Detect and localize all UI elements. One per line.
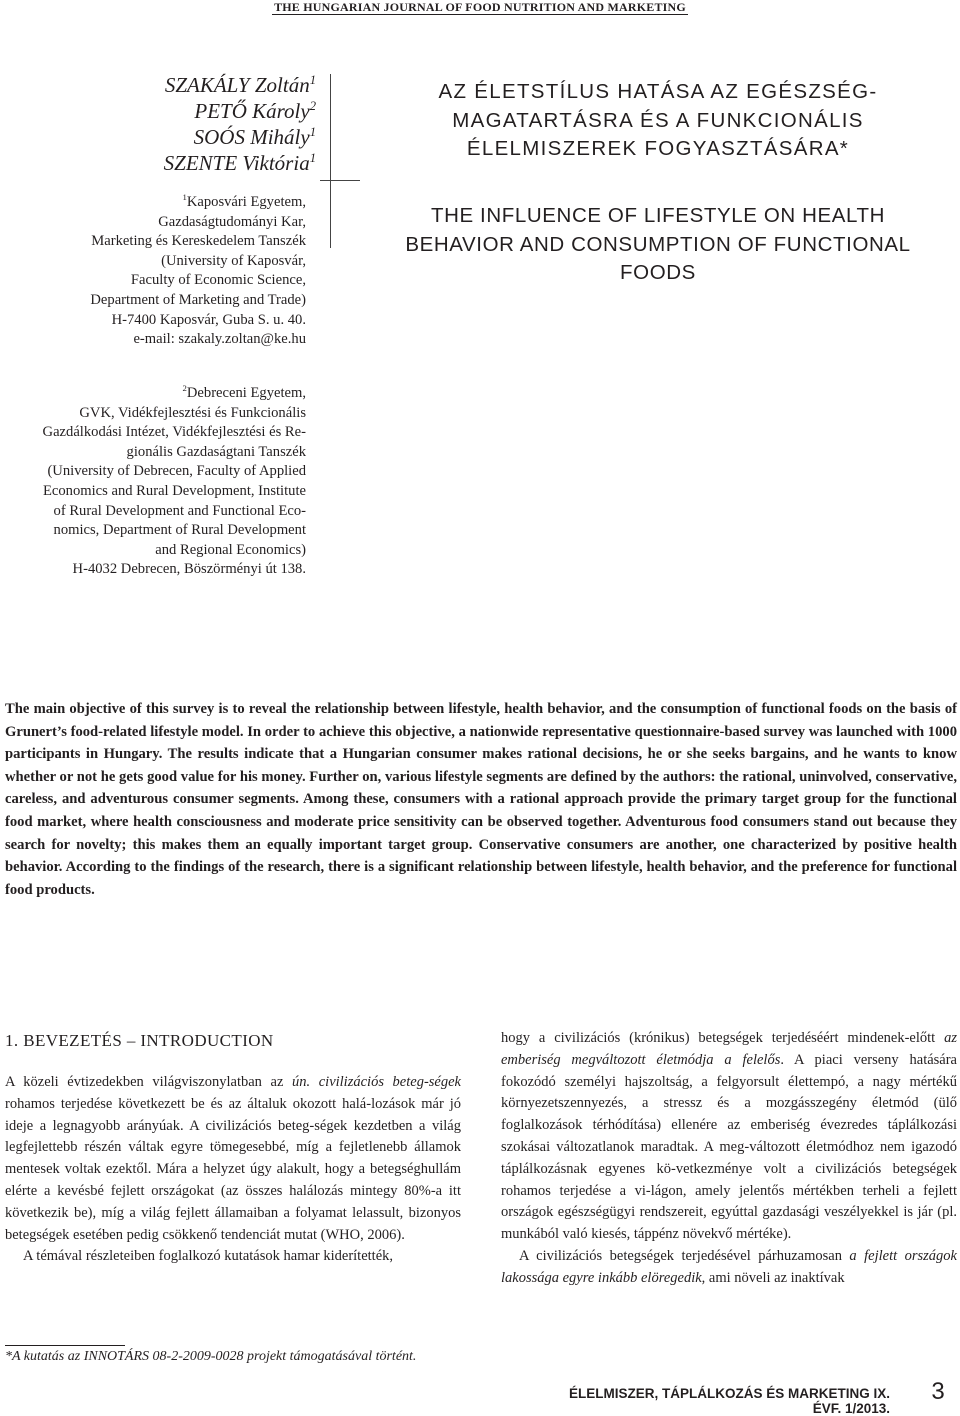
title-line: MAGATARTÁSRA ÉS A FUNKCIONÁLIS (452, 108, 864, 132)
journal-header (0, 0, 960, 16)
affiliation-line: GVK, Vidékfejlesztési és Funkcionális (79, 404, 306, 421)
author-name: SZAKÁLY Zoltán$^1$ (164, 73, 316, 97)
affiliation-kaposvar (18, 193, 306, 350)
footnote-rule (5, 1345, 125, 1346)
affiliation-line: $^1$Kaposvári Egyetem, (182, 192, 306, 210)
affiliation-line: Marketing és Kereskedelem Tanszék (91, 233, 306, 250)
author-name: SOÓS Mihály$^1$ (193, 125, 316, 149)
affiliation-line: Gazdaságtudományi Kar, (158, 213, 306, 230)
affiliation-line: (University of Kaposvár, (161, 252, 306, 269)
affiliation-line: of Rural Development and Functional Eco- (53, 502, 306, 519)
abstract: The main objective of this survey is to reveal the relationship between lifestyle, health behavior, and the consumption of functional foods on the basis of Grunert’s food-related lifestyle model. In order to achieve this objective, a nationwide representative questionnaire-based survey was launched with 1000 participants in Hungary. The results indicate that a Hungarian consumer makes rational decisions, he or she seeks bargains, and he wants to know whether or not he gets good value for his money. Further on, various lifestyle segments are defined by the authors: the rational, uninvolved, conservative, careless, and adventurous consumer segments. Among these, consumers with a rational approach provide the primary target group for the functional food market, where health consciousness and moderate price sensitivity can be observed together. Adventurous food consumers stand out because they search for novelty; this makes them an equally important target group. Conservative consumers are another, one characterized by positive health behavior. According to the findings of the research, there is a significant relationship between lifestyle, health behavior, and the preference for functional food products. (5, 701, 957, 898)
author-list (20, 72, 316, 176)
page-number: 3 (931, 1378, 945, 1405)
paragraph: hogy a civilizációs (krónikus) betegségek terjedéséért mindenek-előtt az emberiség megváltozott életmódja a felelős. A piaci verseny hatására fokozódó személyi hajszoltság, a felgyorsult élettempó, a nagy mértékű környezetszennyezés, a stressz és a mozgásszegény életmód (ülő foglalkozások térhódítása) ellenére az emberiség évezredes táplálkozási szokásai változatlanok maradtak. A meg-változott életmódhoz nem igazodó táplálkozásnak egyenes kö-vetkezménye volt a civilizációs betegségek rohamos terjedése a vi-lágon, amely jelentős mértékben terheli a fejlett országok egészségügyi rendszereit, egyúttal gazdasági veszélyekkel is jár (pl. munkából való kiesés, táppénz növekvő mértéke). (501, 1030, 957, 1243)
footnote: *A kutatás az INNOTÁRS 08-2-2009-0028 projekt támogatásával történt. (5, 1349, 417, 1364)
author-name: PETŐ Károly$^2$ (194, 99, 316, 123)
title-line: ÉLELMISZEREK FOGYASZTÁSÁRA* (466, 137, 850, 160)
body-column-left (5, 1072, 461, 1268)
title-hungarian (376, 78, 940, 164)
title-line: BEHAVIOR AND CONSUMPTION OF FUNCTIONAL (405, 232, 911, 256)
title-english (376, 202, 940, 288)
paragraph: A civilizációs betegségek terjedésével párhuzamosan a fejlett országok lakossága egyre inkább elöregedik, ami növeli az inaktívak (501, 1247, 957, 1286)
affiliation-line: $^2$Debreceni Egyetem, (182, 383, 306, 401)
title-line: FOODS (620, 261, 696, 284)
author-name: SZENTE Viktória$^1$ (163, 151, 316, 175)
paragraph: A témával részleteiben foglalkozó kutatások hamar kiderítették, (23, 1248, 394, 1265)
affiliation-line: gionális Gazdaságtani Tanszék (126, 443, 306, 460)
title-line: THE INFLUENCE OF LIFESTYLE ON HEALTH (430, 204, 886, 227)
affiliation-line: H-7400 Kaposvár, Guba S. u. 40. (111, 311, 306, 328)
affiliation-line: Department of Marketing and Trade) (90, 291, 306, 308)
title-line: AZ ÉLETSTÍLUS HATÁSA AZ EGÉSZSÉG- (438, 80, 878, 103)
affiliation-line: and Regional Economics) (155, 541, 306, 558)
section-heading: 1. BEVEZETÉS – INTRODUCTION (5, 1031, 274, 1050)
journal-name: THE HUNGARIAN JOURNAL OF FOOD NUTRITION AND MARKETING (274, 0, 686, 14)
body-column-right (501, 1028, 957, 1290)
affiliation-debrecen (18, 384, 306, 580)
affiliation-line: Gazdálkodási Intézet, Vidékfejlesztési és Re- (42, 424, 306, 441)
affiliation-line: Economics and Rural Development, Institute (42, 482, 306, 499)
footer-journal-title: ÉLELMISZER, TÁPLÁLKOZÁS ÉS MARKETING IX. ÉVF. 1/2013. (568, 1386, 890, 1416)
paragraph: A közeli évtizedekben világviszonylatban az ún. civilizációs beteg-ségek rohamos terjedése következett be és az általuk okozott halá-lozások már jó ideje a legnagyobb arányúak. A civilizációs beteg-ségek kezdetben a világ legfejlettebb részén váltak egyre tömegesebbé, míg a fejletlenebb államok mentesek voltak ezektől. Mára a helyzet úgy alakult, hogy a betegséghullám elérte a kevésbé fejlett országokat (az összes halálozás mintegy 80%-a itt következik be), míg a világ fejlett államaiban a folyamat lelassult, bizonyos betegségek esetében pedig csökkenő tendenciát mutat (WHO, 2006). (5, 1074, 461, 1243)
affiliation-line: nomics, Department of Rural Development (53, 522, 306, 539)
divider-vertical (330, 74, 331, 248)
affiliation-line: (University of Debrecen, Faculty of Applied (47, 463, 306, 480)
affiliation-line: Faculty of Economic Science, (130, 272, 306, 289)
divider-horizontal (320, 180, 360, 181)
affiliation-email[interactable]: e-mail: szakaly.zoltan@ke.hu (133, 331, 306, 348)
affiliation-line: H-4032 Debrecen, Böszörményi út 138. (72, 561, 306, 578)
